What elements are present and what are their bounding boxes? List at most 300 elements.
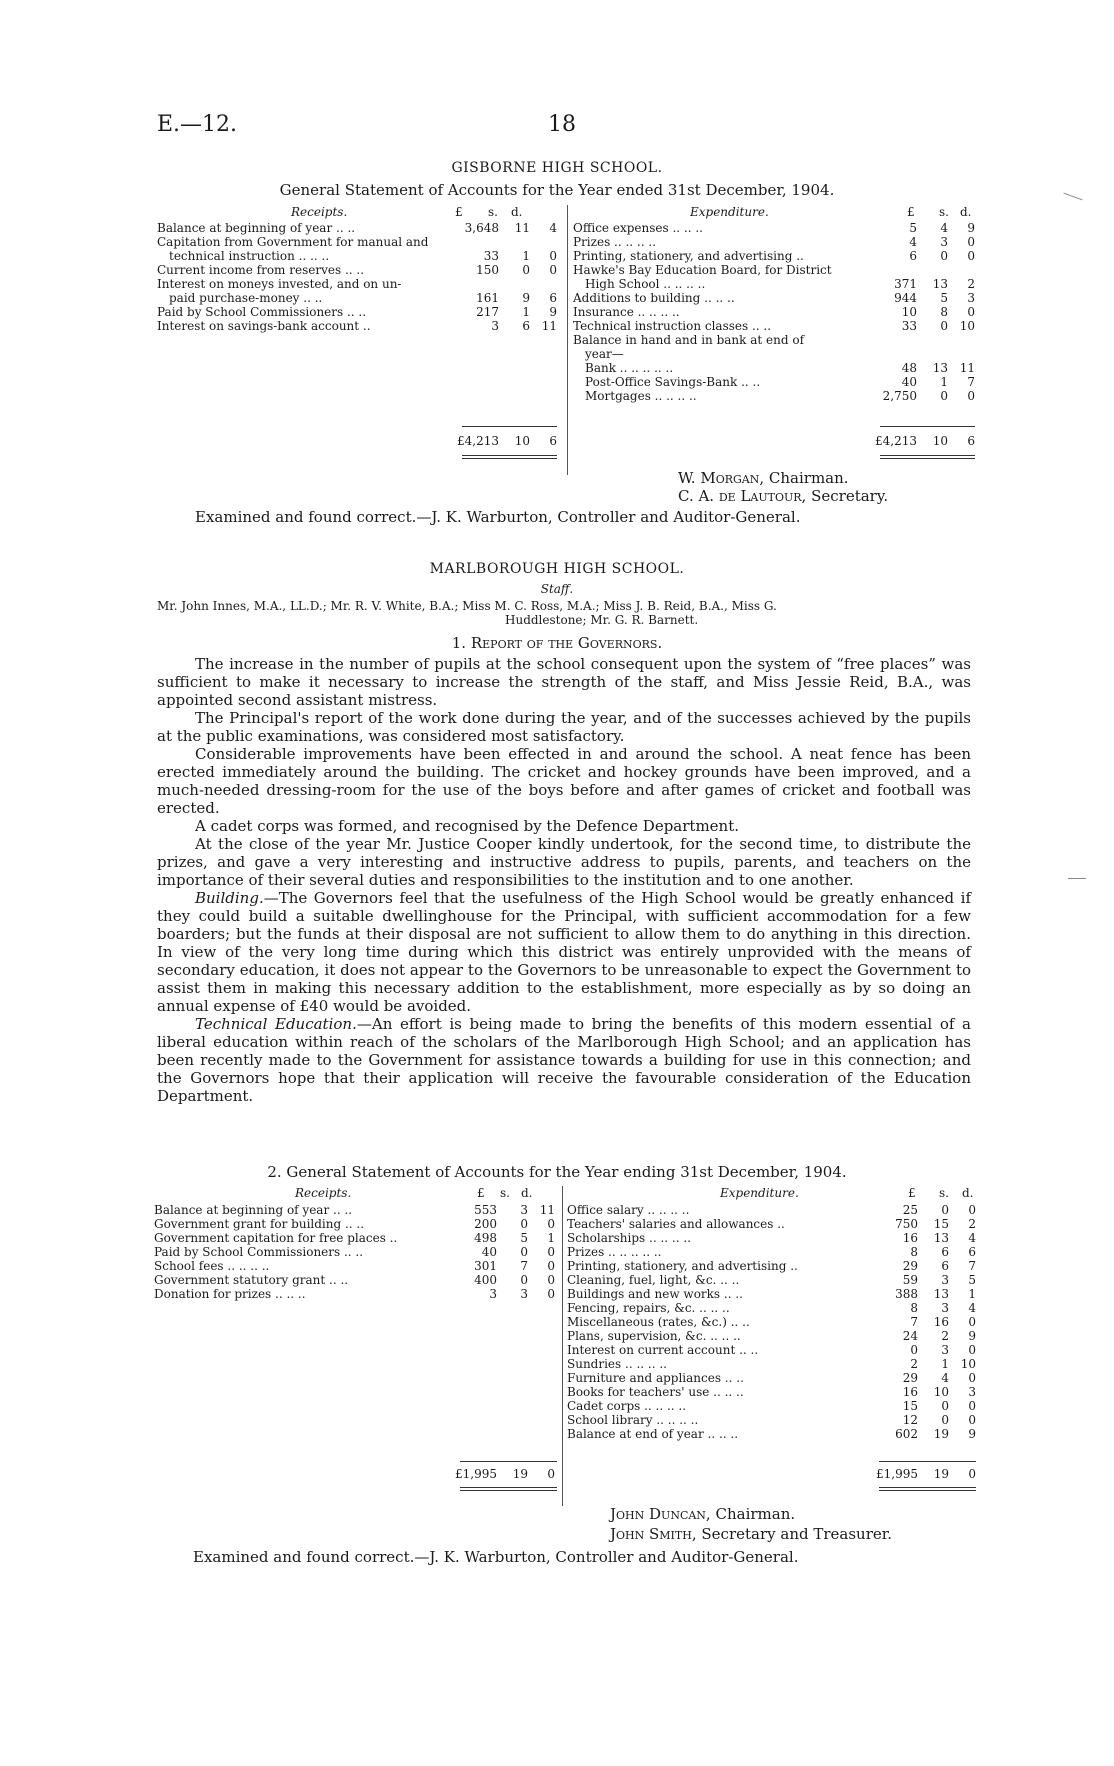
gisborne-receipts-rule xyxy=(462,426,557,427)
amount-pence: 0 xyxy=(547,1273,555,1287)
gisborne-statement-title: General Statement of Accounts for the Year ended 31st December, 1904. xyxy=(279,181,835,199)
row-label: Paid by School Commissioners .. .. xyxy=(154,1245,364,1259)
table-row xyxy=(157,291,557,305)
building-text: —The Governors feel that the usefulness of the High School would be greatly enhanced if they could build a suitable dwellinghouse for the Principal, with sufficient accommodation for a few boarders; but the funds at their disposal are not sufficient to allow them to do anything in this direction. In view of the very long time during which this district was entirely unprovided with the means of secondary education, it does not appear to the Governors to be unreasonable to expect the Government to assist them in making this necessary addition to the establishment, more especially as by so doing an annual expense of £40 would be avoided. xyxy=(157,889,971,1015)
amount-pounds: 3,648 xyxy=(464,221,499,235)
row-label: Office expenses .. .. .. xyxy=(573,221,703,235)
amount-pence: 0 xyxy=(549,263,557,277)
marlborough-exp-pence-head: d. xyxy=(962,1186,974,1200)
amount-pounds: 33 xyxy=(901,319,917,333)
amount-pounds: 16 xyxy=(902,1385,918,1399)
total-pounds: £4,213 xyxy=(457,434,499,448)
row-label: Government grant for building .. .. xyxy=(154,1217,365,1231)
amount-shillings: 0 xyxy=(940,389,948,403)
governors-report-heading: 1. Report of the Governors. xyxy=(451,634,663,652)
row-label: Cadet corps .. .. .. .. xyxy=(567,1399,687,1413)
table-row xyxy=(567,1357,976,1371)
table-row xyxy=(573,319,975,333)
amount-shillings: 0 xyxy=(522,263,530,277)
amount-pence: 11 xyxy=(541,319,557,333)
row-label: Balance at beginning of year .. .. xyxy=(157,221,356,235)
amount-pounds: 10 xyxy=(901,305,917,319)
row-label: Sundries .. .. .. .. xyxy=(567,1357,667,1371)
row-label: technical instruction .. .. .. xyxy=(169,249,330,263)
amount-pence: 0 xyxy=(968,1315,976,1329)
amount-pounds: 25 xyxy=(902,1203,918,1217)
marlborough-expenditure-total xyxy=(567,1467,976,1481)
gisborne-title: GISBORNE HIGH SCHOOL. xyxy=(451,160,663,176)
table-row xyxy=(157,305,557,319)
total-pence: 0 xyxy=(547,1467,555,1481)
report-paragraph-principal: The Principal's report of the work done during the year, and of the successes achieved by the pupils at the public examinations, was considered most satisfactory. xyxy=(157,709,971,745)
table-row xyxy=(567,1343,976,1357)
table-row xyxy=(154,1245,555,1259)
amount-shillings: 13 xyxy=(932,277,948,291)
amount-pence: 10 xyxy=(960,1357,976,1371)
total-pounds: £1,995 xyxy=(876,1467,918,1481)
table-row xyxy=(154,1231,555,1245)
amount-pounds: 2 xyxy=(910,1357,918,1371)
marlborough-rec-pound-head: £ xyxy=(477,1186,485,1200)
total-shillings: 10 xyxy=(932,434,948,448)
marlborough-title: MARLBOROUGH HIGH SCHOOL. xyxy=(429,561,685,577)
amount-shillings: 3 xyxy=(941,1273,949,1287)
amount-pence: 4 xyxy=(968,1301,976,1315)
row-label: School fees .. .. .. .. xyxy=(154,1259,270,1273)
row-label: Prizes .. .. .. .. .. xyxy=(567,1245,662,1259)
amount-pence: 0 xyxy=(547,1287,555,1301)
table-row xyxy=(573,347,975,361)
amount-shillings: 3 xyxy=(520,1287,528,1301)
row-label: Interest on savings-bank account .. xyxy=(157,319,371,333)
row-label: Paid by School Commissioners .. .. xyxy=(157,305,367,319)
marlborough-secretary-signature xyxy=(610,1525,892,1543)
governors-report-body xyxy=(157,655,971,1105)
amount-pence: 9 xyxy=(967,221,975,235)
total-row xyxy=(157,434,557,448)
row-label: Hawke's Bay Education Board, for District xyxy=(573,263,832,277)
amount-pence: 0 xyxy=(967,235,975,249)
table-row xyxy=(567,1273,976,1287)
amount-shillings: 3 xyxy=(940,235,948,249)
amount-shillings: 3 xyxy=(941,1343,949,1357)
marlborough-receipts-heading: Receipts. xyxy=(295,1186,352,1200)
report-paragraph-building xyxy=(157,889,971,1015)
report-paragraph-improvements: Considerable improvements have been effected in and around the school. A neat fence has been erected immediately around the building. The cricket and hockey grounds have been improved, and a much-needed dressing-room for the use of the boys before and after games of cricket and football was erected. xyxy=(157,745,971,817)
amount-pence: 7 xyxy=(968,1259,976,1273)
gisborne-rec-pound-head: £ xyxy=(455,205,463,219)
amount-pence: 0 xyxy=(547,1217,555,1231)
amount-pence: 9 xyxy=(968,1329,976,1343)
amount-pence: 0 xyxy=(968,1343,976,1357)
staff-list-line-1: Mr. John Innes, M.A., LL.D.; Mr. R. V. White, B.A.; Miss M. C. Ross, M.A.; Miss J. B. Reid, B.A., Miss G. xyxy=(157,599,777,613)
gisborne-expenditure-total xyxy=(573,434,975,448)
table-row xyxy=(573,375,975,389)
total-row xyxy=(573,434,975,448)
row-label: Current income from reserves .. .. xyxy=(157,263,365,277)
gisborne-secretary-signature xyxy=(678,487,888,505)
amount-pounds: 3 xyxy=(489,1287,497,1301)
marlborough-chairman-role: Chairman. xyxy=(715,1505,796,1523)
gisborne-expenditure-double-rule-2 xyxy=(880,458,975,459)
row-label: School library .. .. .. .. xyxy=(567,1413,699,1427)
gisborne-expenditure-double-rule-1 xyxy=(880,455,975,456)
amount-shillings: 2 xyxy=(941,1329,949,1343)
total-shillings: 10 xyxy=(514,434,530,448)
table-row xyxy=(157,319,557,333)
amount-pounds: 29 xyxy=(902,1259,918,1273)
row-label: Office salary .. .. .. .. xyxy=(567,1203,690,1217)
marlborough-receipts-table xyxy=(154,1203,555,1301)
amount-pounds: 8 xyxy=(910,1301,918,1315)
table-row xyxy=(567,1427,976,1441)
staff-heading: Staff. xyxy=(540,582,574,596)
amount-pounds: 16 xyxy=(902,1231,918,1245)
amount-pence: 9 xyxy=(968,1427,976,1441)
amount-pence: 3 xyxy=(967,291,975,305)
amount-pounds: 388 xyxy=(895,1287,918,1301)
amount-pence: 0 xyxy=(549,249,557,263)
row-label: Prizes .. .. .. .. xyxy=(573,235,657,249)
amount-shillings: 1 xyxy=(940,375,948,389)
total-row xyxy=(154,1467,555,1481)
table-row xyxy=(157,249,557,263)
amount-pounds: 33 xyxy=(483,249,499,263)
table-row xyxy=(157,277,557,291)
amount-pence: 10 xyxy=(959,319,975,333)
table-row xyxy=(573,305,975,319)
row-label: Printing, stationery, and advertising .. xyxy=(573,249,804,263)
table-row xyxy=(567,1259,976,1273)
amount-shillings: 15 xyxy=(933,1217,949,1231)
table-row xyxy=(154,1259,555,1273)
amount-pence: 0 xyxy=(967,249,975,263)
amount-shillings: 6 xyxy=(522,319,530,333)
table-row xyxy=(573,235,975,249)
amount-shillings: 3 xyxy=(941,1301,949,1315)
marlborough-rec-shilling-head: s. xyxy=(500,1186,510,1200)
amount-pence: 2 xyxy=(968,1217,976,1231)
amount-pence: 0 xyxy=(968,1413,976,1427)
table-row xyxy=(567,1217,976,1231)
amount-pence: 7 xyxy=(967,375,975,389)
gisborne-examined-note: Examined and found correct.—J. K. Warburton, Controller and Auditor-General. xyxy=(195,508,801,526)
amount-pounds: 3 xyxy=(491,319,499,333)
page-number: 18 xyxy=(548,112,576,137)
amount-pounds: 15 xyxy=(902,1399,918,1413)
amount-shillings: 0 xyxy=(940,319,948,333)
table-row xyxy=(573,221,975,235)
table-row xyxy=(567,1399,976,1413)
technical-education-subheading: Technical Education. xyxy=(195,1015,357,1033)
total-row xyxy=(567,1467,976,1481)
amount-pence: 0 xyxy=(968,1399,976,1413)
total-pence: 6 xyxy=(967,434,975,448)
table-row xyxy=(567,1329,976,1343)
amount-pence: 0 xyxy=(968,1203,976,1217)
amount-pence: 4 xyxy=(549,221,557,235)
amount-shillings: 16 xyxy=(933,1315,949,1329)
row-label: Miscellaneous (rates, &c.) .. .. xyxy=(567,1315,750,1329)
amount-shillings: 0 xyxy=(520,1273,528,1287)
marlborough-receipts-rule xyxy=(460,1461,557,1462)
row-label: Interest on moneys invested, and on un- xyxy=(157,277,402,291)
marlborough-expenditure-heading: Expenditure. xyxy=(720,1186,799,1200)
total-shillings: 19 xyxy=(933,1467,949,1481)
amount-shillings: 0 xyxy=(941,1399,949,1413)
amount-pounds: 301 xyxy=(474,1259,497,1273)
gisborne-receipts-heading: Receipts. xyxy=(291,205,348,219)
table-row xyxy=(567,1385,976,1399)
amount-shillings: 6 xyxy=(941,1245,949,1259)
gisborne-receipts-total xyxy=(157,434,557,448)
table-row xyxy=(567,1301,976,1315)
table-row xyxy=(567,1203,976,1217)
amount-pounds: 602 xyxy=(895,1427,918,1441)
row-label: Scholarships .. .. .. .. xyxy=(567,1231,691,1245)
marlborough-expenditure-table xyxy=(567,1203,976,1441)
marlborough-secretary-role: Secretary and Treasurer. xyxy=(701,1525,893,1543)
amount-pounds: 24 xyxy=(902,1329,918,1343)
row-label: Buildings and new works .. .. xyxy=(567,1287,743,1301)
amount-shillings: 1 xyxy=(941,1357,949,1371)
table-row xyxy=(573,263,975,277)
total-pounds: £4,213 xyxy=(875,434,917,448)
total-shillings: 19 xyxy=(512,1467,528,1481)
amount-pounds: 6 xyxy=(909,249,917,263)
amount-pounds: 150 xyxy=(476,263,499,277)
amount-shillings: 0 xyxy=(941,1413,949,1427)
amount-shillings: 19 xyxy=(933,1427,949,1441)
marlborough-secretary-name: John Smith, xyxy=(610,1525,697,1543)
row-label: year— xyxy=(585,347,624,361)
table-row xyxy=(154,1287,555,1301)
row-label: Balance at beginning of year .. .. xyxy=(154,1203,353,1217)
amount-shillings: 0 xyxy=(941,1203,949,1217)
report-paragraph-technical xyxy=(157,1015,971,1105)
marlborough-column-divider xyxy=(562,1186,563,1506)
gisborne-chairman-role: Chairman. xyxy=(768,469,849,487)
gisborne-exp-shilling-head: s. xyxy=(939,205,949,219)
amount-pounds: 750 xyxy=(895,1217,918,1231)
gisborne-expenditure-heading: Expenditure. xyxy=(690,205,769,219)
amount-pounds: 7 xyxy=(910,1315,918,1329)
amount-pence: 6 xyxy=(549,291,557,305)
gisborne-chairman-signature xyxy=(678,469,849,487)
row-label: Plans, supervision, &c. .. .. .. xyxy=(567,1329,741,1343)
margin-mark xyxy=(1068,878,1086,879)
table-row xyxy=(567,1245,976,1259)
marlborough-statement-title: 2. General Statement of Accounts for the Year ending 31st December, 1904. xyxy=(267,1163,847,1181)
amount-shillings: 10 xyxy=(933,1385,949,1399)
amount-pounds: 944 xyxy=(894,291,917,305)
amount-pounds: 161 xyxy=(476,291,499,305)
staff-list-line-2: Huddlestone; Mr. G. R. Barnett. xyxy=(505,613,699,627)
gisborne-receipts-table xyxy=(157,221,557,333)
table-row xyxy=(157,263,557,277)
report-paragraph-cadet-corps: A cadet corps was formed, and recognised by the Defence Department. xyxy=(195,817,740,835)
table-row xyxy=(567,1315,976,1329)
row-label: Additions to building .. .. .. xyxy=(573,291,735,305)
amount-pounds: 4 xyxy=(909,235,917,249)
amount-pence: 0 xyxy=(547,1245,555,1259)
gisborne-rec-pence-head: d. xyxy=(511,205,523,219)
gisborne-exp-pound-head: £ xyxy=(907,205,915,219)
amount-shillings: 5 xyxy=(520,1231,528,1245)
gisborne-receipts-double-rule-1 xyxy=(462,455,557,456)
gisborne-rec-shilling-head: s. xyxy=(488,205,498,219)
amount-pounds: 40 xyxy=(481,1245,497,1259)
amount-shillings: 7 xyxy=(520,1259,528,1273)
amount-shillings: 13 xyxy=(933,1231,949,1245)
amount-shillings: 8 xyxy=(940,305,948,319)
marlborough-examined-note: Examined and found correct.—J. K. Warburton, Controller and Auditor-General. xyxy=(193,1548,799,1566)
row-label: Teachers' salaries and allowances .. xyxy=(567,1217,785,1231)
row-label: Insurance .. .. .. .. xyxy=(573,305,680,319)
amount-pence: 0 xyxy=(547,1259,555,1273)
amount-pence: 1 xyxy=(547,1231,555,1245)
row-label: Donation for prizes .. .. .. xyxy=(154,1287,306,1301)
total-pence: 0 xyxy=(968,1467,976,1481)
total-pounds: £1,995 xyxy=(455,1467,497,1481)
row-label: Balance in hand and in bank at end of xyxy=(573,333,805,347)
report-paragraph-prizes: At the close of the year Mr. Justice Cooper kindly undertook, for the second time, to distribute the prizes, and gave a very interesting and instructive address to pupils, parents, and teachers on the importance of their several duties and responsibilities to the institution and to one another. xyxy=(157,835,971,889)
gisborne-column-divider xyxy=(567,205,568,475)
row-label: paid purchase-money .. .. xyxy=(169,291,323,305)
table-row xyxy=(573,249,975,263)
amount-pence: 11 xyxy=(959,361,975,375)
gisborne-exp-pence-head: d. xyxy=(960,205,972,219)
building-subheading: Building. xyxy=(195,889,264,907)
table-row xyxy=(567,1287,976,1301)
amount-pounds: 8 xyxy=(910,1245,918,1259)
amount-pence: 0 xyxy=(967,305,975,319)
table-row xyxy=(573,333,975,347)
amount-shillings: 4 xyxy=(940,221,948,235)
row-label: Interest on current account .. .. xyxy=(567,1343,759,1357)
amount-pence: 3 xyxy=(968,1385,976,1399)
amount-pounds: 59 xyxy=(902,1273,918,1287)
amount-shillings: 1 xyxy=(522,305,530,319)
amount-pence: 4 xyxy=(968,1231,976,1245)
amount-pence: 5 xyxy=(968,1273,976,1287)
marlborough-expenditure-double-rule-2 xyxy=(879,1490,976,1491)
marlborough-rec-pence-head: d. xyxy=(521,1186,533,1200)
row-label: Printing, stationery, and advertising .. xyxy=(567,1259,798,1273)
table-row xyxy=(154,1273,555,1287)
amount-pounds: 40 xyxy=(901,375,917,389)
table-row xyxy=(573,389,975,403)
row-label: Government statutory grant .. .. xyxy=(154,1273,349,1287)
row-label: Government capitation for free places .. xyxy=(154,1231,398,1245)
amount-pounds: 400 xyxy=(474,1273,497,1287)
table-row xyxy=(567,1371,976,1385)
amount-pounds: 217 xyxy=(476,305,499,319)
table-row xyxy=(157,221,557,235)
marlborough-receipts-total xyxy=(154,1467,555,1481)
amount-shillings: 5 xyxy=(940,291,948,305)
amount-pounds: 5 xyxy=(909,221,917,235)
marlborough-exp-shilling-head: s. xyxy=(939,1186,949,1200)
gisborne-expenditure-rule xyxy=(880,426,975,427)
amount-pounds: 29 xyxy=(902,1371,918,1385)
table-row xyxy=(567,1231,976,1245)
amount-shillings: 11 xyxy=(514,221,530,235)
row-label: Furniture and appliances .. .. xyxy=(567,1371,744,1385)
row-label: Post-Office Savings-Bank .. .. xyxy=(585,375,761,389)
technical-education-text: —An effort is being made to bring the benefits of this modern essential of a liberal education within reach of the scholars of the Marlborough High School; and an application has been recently made to the Government for assistance towards a building for use in this connection; and the Governors hope that their application will receive the favourable consideration of the Education Department. xyxy=(157,1015,971,1105)
amount-pounds: 553 xyxy=(474,1203,497,1217)
amount-shillings: 1 xyxy=(522,249,530,263)
marlborough-exp-pound-head: £ xyxy=(908,1186,916,1200)
gisborne-secretary-role: Secretary. xyxy=(811,487,889,505)
amount-pounds: 2,750 xyxy=(882,389,917,403)
row-label: High School .. .. .. .. xyxy=(585,277,706,291)
marlborough-receipts-double-rule-2 xyxy=(460,1490,557,1491)
amount-shillings: 4 xyxy=(941,1371,949,1385)
marlborough-receipts-double-rule-1 xyxy=(460,1487,557,1488)
marlborough-chairman-name: John Duncan, xyxy=(610,1505,711,1523)
marlborough-expenditure-double-rule-1 xyxy=(879,1487,976,1488)
amount-pence: 0 xyxy=(968,1371,976,1385)
amount-pence: 11 xyxy=(539,1203,555,1217)
amount-shillings: 13 xyxy=(932,361,948,375)
table-row xyxy=(154,1203,555,1217)
amount-pounds: 498 xyxy=(474,1231,497,1245)
amount-shillings: 3 xyxy=(520,1203,528,1217)
marlborough-chairman-signature xyxy=(610,1505,795,1523)
row-label: Technical instruction classes .. .. xyxy=(573,319,772,333)
report-code: E.—12. xyxy=(157,112,238,137)
amount-pence: 0 xyxy=(967,389,975,403)
table-row xyxy=(157,235,557,249)
marlborough-expenditure-rule xyxy=(879,1461,976,1462)
amount-pounds: 371 xyxy=(894,277,917,291)
row-label: Cleaning, fuel, light, &c. .. .. xyxy=(567,1273,740,1287)
row-label: Capitation from Government for manual and xyxy=(157,235,429,249)
amount-pounds: 0 xyxy=(910,1343,918,1357)
amount-shillings: 13 xyxy=(933,1287,949,1301)
row-label: Fencing, repairs, &c. .. .. .. xyxy=(567,1301,730,1315)
amount-pounds: 200 xyxy=(474,1217,497,1231)
amount-pence: 6 xyxy=(968,1245,976,1259)
amount-pence: 9 xyxy=(549,305,557,319)
report-paragraph-free-places: The increase in the number of pupils at the school consequent upon the system of “free places” was sufficient to make it necessary to increase the strength of the staff, and Miss Jessie Reid, B.A., was appointed second assistant mistress. xyxy=(157,655,971,709)
table-row xyxy=(154,1217,555,1231)
row-label: Mortgages .. .. .. .. xyxy=(585,389,697,403)
row-label: Bank .. .. .. .. .. xyxy=(585,361,674,375)
total-pence: 6 xyxy=(549,434,557,448)
table-row xyxy=(573,277,975,291)
amount-shillings: 0 xyxy=(940,249,948,263)
amount-pence: 1 xyxy=(968,1287,976,1301)
gisborne-expenditure-table xyxy=(573,221,975,403)
amount-pence: 2 xyxy=(967,277,975,291)
amount-shillings: 0 xyxy=(520,1245,528,1259)
amount-shillings: 9 xyxy=(522,291,530,305)
gisborne-chairman-name: W. Morgan, xyxy=(678,469,765,487)
row-label: Books for teachers' use .. .. .. xyxy=(567,1385,744,1399)
amount-pounds: 48 xyxy=(901,361,917,375)
amount-pounds: 12 xyxy=(902,1413,918,1427)
table-row xyxy=(567,1413,976,1427)
amount-shillings: 0 xyxy=(520,1217,528,1231)
table-row xyxy=(573,361,975,375)
table-row xyxy=(573,291,975,305)
row-label: Balance at end of year .. .. .. xyxy=(567,1427,739,1441)
amount-shillings: 6 xyxy=(941,1259,949,1273)
gisborne-receipts-double-rule-2 xyxy=(462,458,557,459)
